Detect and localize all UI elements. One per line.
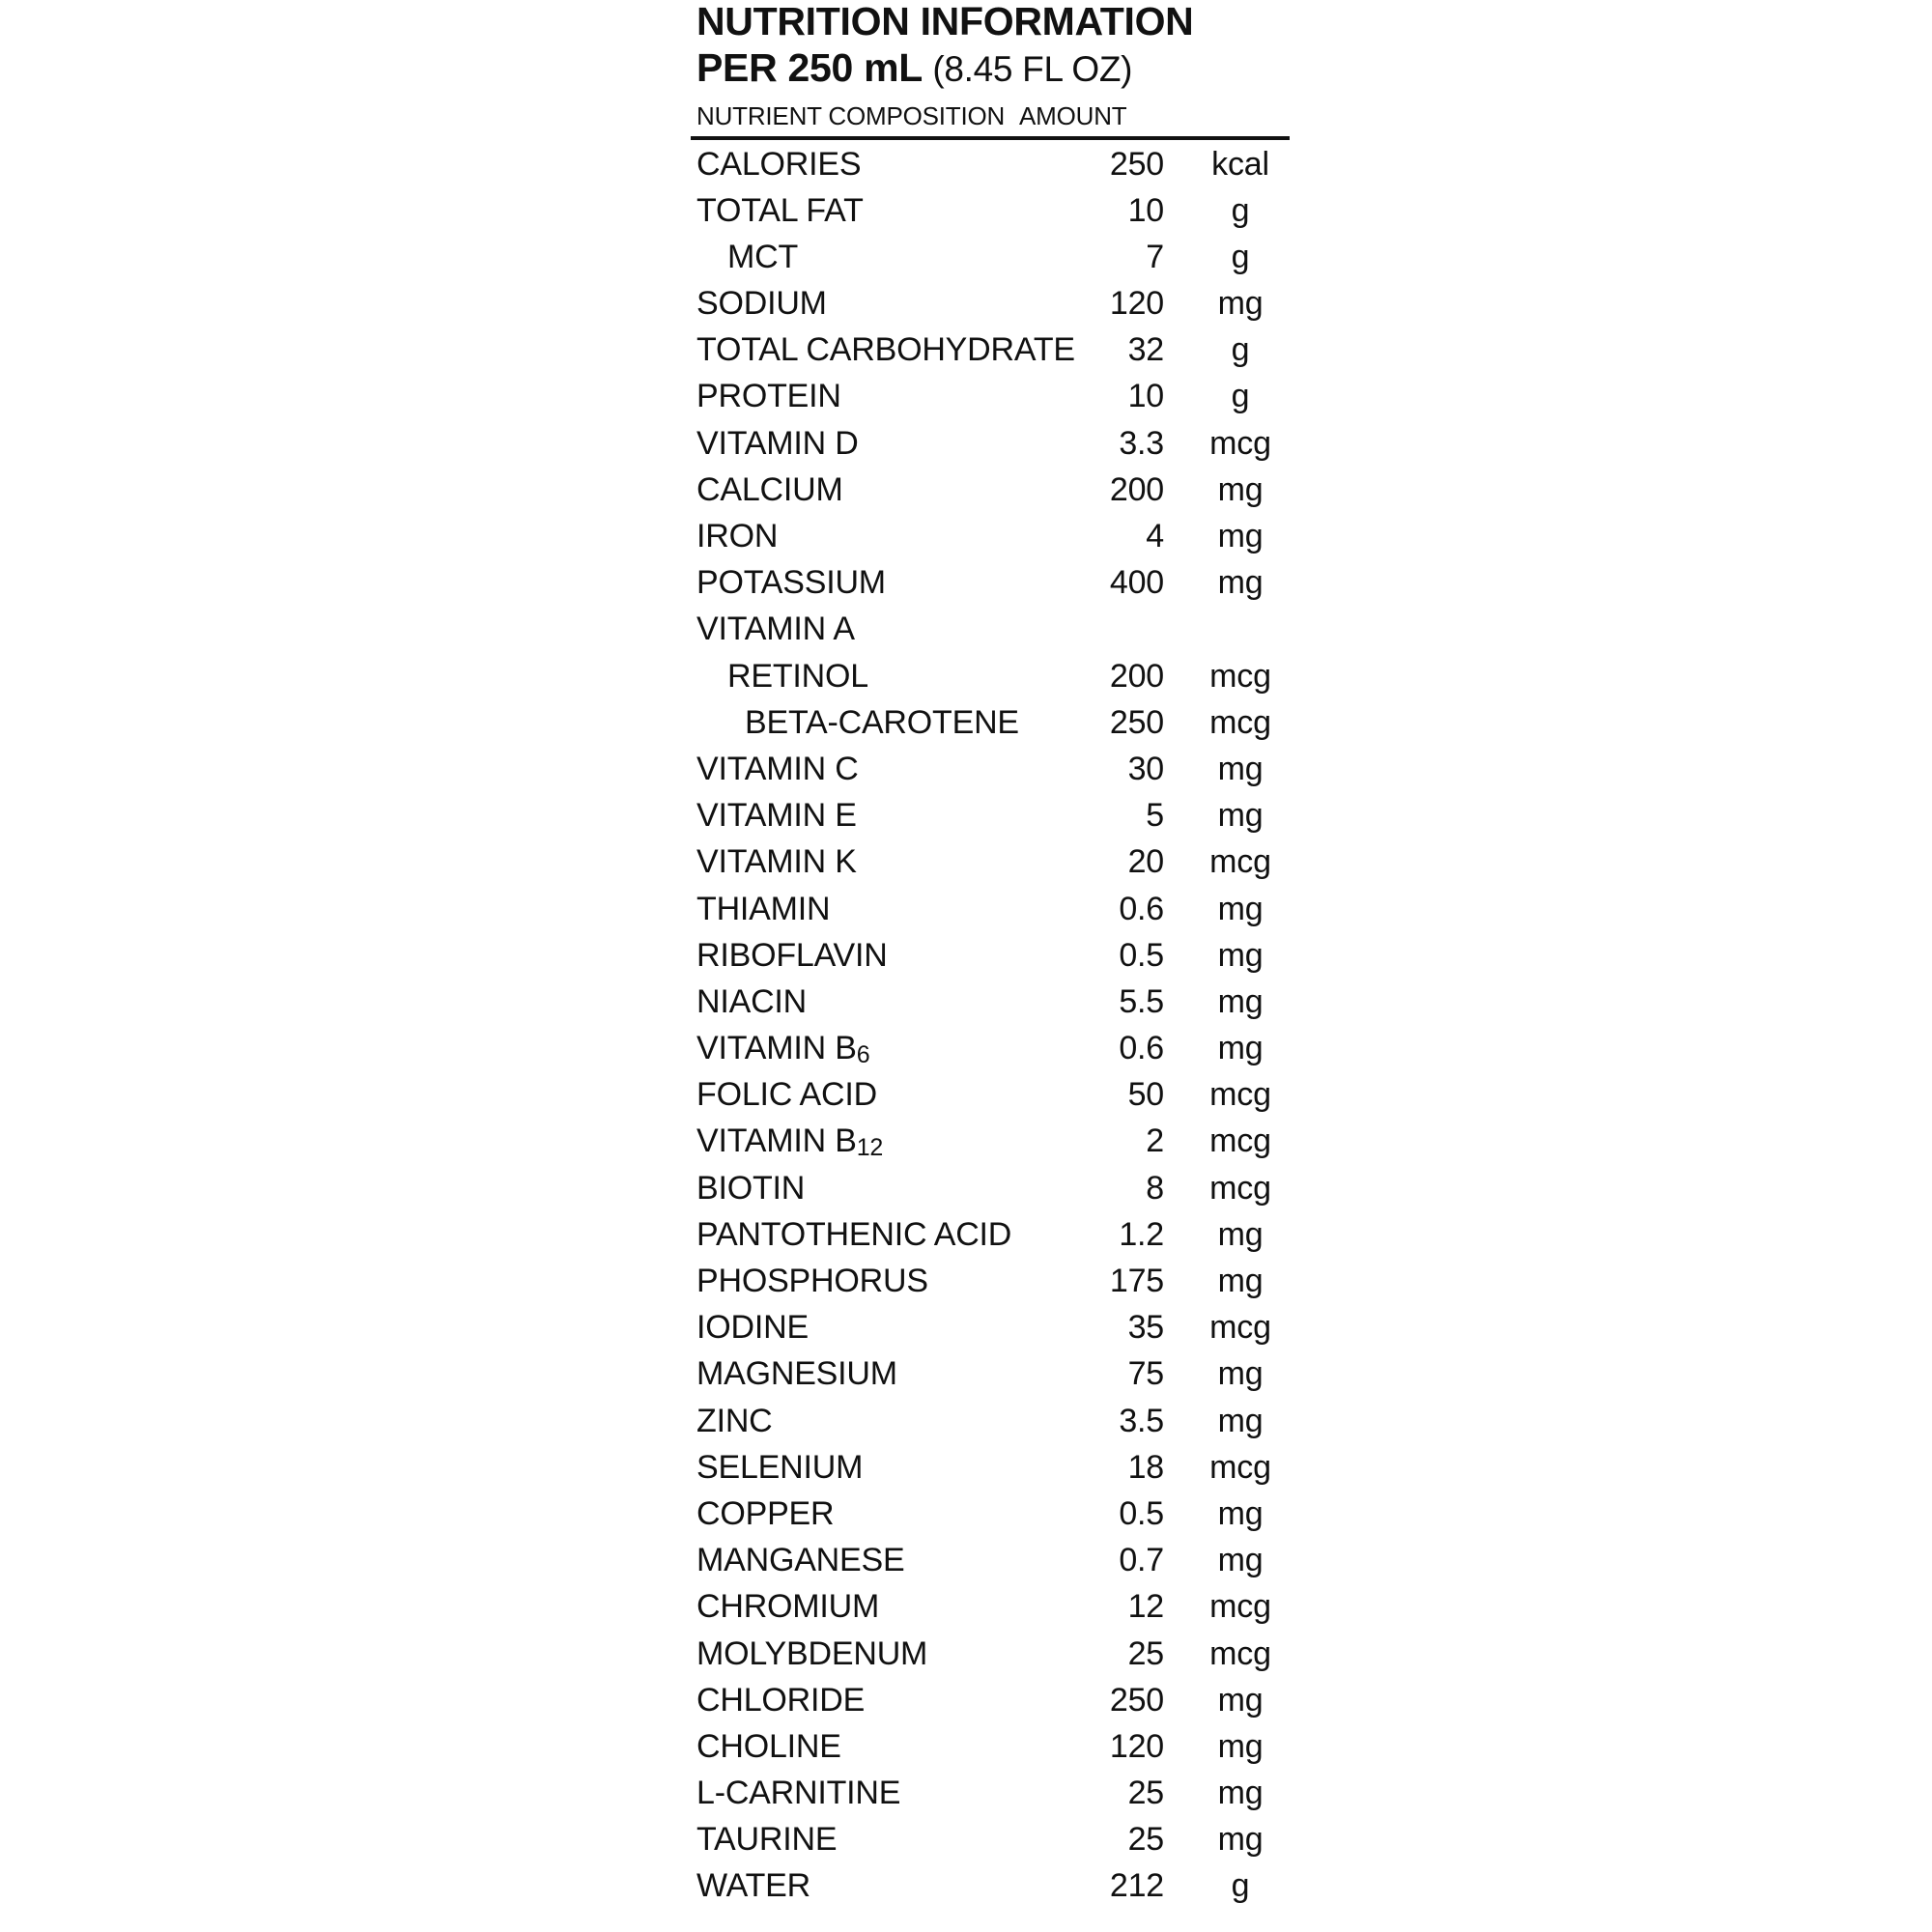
nutrient-name: VITAMIN B12 (696, 1122, 884, 1162)
nutrient-name: CHROMIUM (696, 1588, 880, 1626)
nutrient-amount: 3.3 (1119, 424, 1164, 462)
nutrient-row (691, 845, 1290, 892)
nutrient-name: MAGNESIUM (696, 1355, 897, 1393)
nutrient-unit: mg (1217, 1030, 1264, 1067)
nutrient-row (691, 1869, 1290, 1916)
nutrient-unit: mcg (1209, 1122, 1271, 1160)
nutrient-name: THIAMIN (696, 890, 831, 927)
nutrient-unit: mg (1217, 470, 1264, 508)
nutrient-amount: 32 (1127, 331, 1164, 369)
nutrient-row (691, 470, 1290, 520)
column-header-amount: AMOUNT (1019, 100, 1127, 130)
nutrient-name: VITAMIN D (696, 424, 859, 462)
nutrient-name: VITAMIN C (696, 750, 859, 787)
nutrient-name: NIACIN (696, 982, 808, 1020)
nutrient-row (691, 703, 1290, 753)
nutrient-row (691, 1776, 1290, 1823)
nutrient-name: MCT (727, 238, 799, 275)
nutrient-row (691, 145, 1290, 194)
nutrient-unit: g (1231, 191, 1250, 229)
header-divider (691, 136, 1290, 140)
nutrient-amount: 175 (1109, 1263, 1164, 1300)
nutrient-name: SODIUM (696, 285, 827, 323)
nutrient-row (691, 1032, 1290, 1078)
nutrient-name: CALCIUM (696, 470, 843, 508)
nutrient-amount: 20 (1127, 843, 1164, 881)
nutrient-name: TOTAL CARBOHYDRATE (696, 331, 1075, 369)
nutrient-unit: mg (1217, 797, 1264, 835)
nutrient-unit: mg (1217, 564, 1264, 602)
nutrient-unit: mg (1217, 1681, 1264, 1719)
nutrient-amount: 0.6 (1119, 890, 1164, 927)
nutrient-name: SELENIUM (696, 1448, 864, 1486)
nutrient-name: BETA-CAROTENE (745, 703, 1019, 741)
nutrient-amount: 75 (1127, 1355, 1164, 1393)
nutrient-row (691, 1634, 1290, 1684)
nutrient-name: TOTAL FAT (696, 191, 864, 229)
nutrient-name: CALORIES (696, 145, 862, 183)
nutrient-amount: 250 (1109, 1681, 1164, 1719)
nutrient-name: ZINC (696, 1402, 773, 1439)
nutrient-row (691, 1215, 1290, 1264)
nutrient-unit: mcg (1209, 843, 1271, 881)
nutrient-unit: g (1231, 238, 1250, 275)
nutrient-row (691, 380, 1290, 426)
nutrient-amount: 2 (1146, 1122, 1164, 1160)
nutrient-row (691, 1727, 1290, 1776)
nutrient-amount: 25 (1127, 1821, 1164, 1859)
nutrient-unit: mg (1217, 1821, 1264, 1859)
nutrient-row (691, 612, 1290, 659)
nutrient-row (691, 333, 1290, 380)
nutrient-name: MOLYBDENUM (696, 1634, 928, 1672)
nutrient-unit: kcal (1211, 145, 1269, 183)
nutrient-table (691, 145, 1290, 1917)
nutrient-row (691, 750, 1290, 799)
nutrient-amount: 4 (1146, 518, 1164, 555)
nutrient-name: COPPER (696, 1494, 835, 1532)
nutrient-amount: 10 (1127, 191, 1164, 229)
nutrient-row (691, 424, 1290, 473)
nutrient-name-subscript: 6 (856, 1041, 870, 1069)
nutrient-unit: mg (1217, 285, 1264, 323)
nutrient-name: PANTOTHENIC ACID (696, 1215, 1012, 1253)
table-column-headers (691, 101, 1290, 134)
nutrient-unit: mg (1217, 1402, 1264, 1439)
nutrient-row (691, 1264, 1290, 1311)
nutrient-amount: 250 (1109, 703, 1164, 741)
nutrient-unit: mcg (1209, 424, 1271, 462)
nutrient-unit: mcg (1209, 1448, 1271, 1486)
nutrient-unit: mcg (1209, 1169, 1271, 1207)
nutrient-name: VITAMIN E (696, 797, 857, 835)
nutrient-unit: mg (1217, 1542, 1264, 1579)
nutrient-amount: 25 (1127, 1775, 1164, 1812)
nutrient-row (691, 238, 1290, 287)
nutrient-amount: 0.5 (1119, 1494, 1164, 1532)
nutrient-unit: mg (1217, 1775, 1264, 1812)
nutrient-row (691, 287, 1290, 333)
nutrient-unit: mcg (1209, 1309, 1271, 1347)
nutrient-unit: mg (1217, 1355, 1264, 1393)
serving-size-line (696, 46, 1290, 89)
nutrient-unit: mg (1217, 982, 1264, 1020)
nutrient-name: MANGANESE (696, 1542, 905, 1579)
nutrient-row (691, 799, 1290, 845)
nutrient-amount: 0.6 (1119, 1030, 1164, 1067)
nutrient-row (691, 657, 1290, 706)
nutrient-row (691, 1494, 1290, 1544)
nutrient-row (691, 1448, 1290, 1497)
nutrient-row (691, 1402, 1290, 1451)
nutrient-amount: 120 (1109, 285, 1164, 323)
nutrient-amount: 5.5 (1119, 982, 1164, 1020)
nutrient-name: PHOSPHORUS (696, 1263, 928, 1300)
nutrient-unit: mcg (1209, 1076, 1271, 1114)
nutrient-unit: mcg (1209, 703, 1271, 741)
nutrient-name: VITAMIN B6 (696, 1030, 870, 1069)
nutrient-amount: 35 (1127, 1309, 1164, 1347)
nutrient-unit: g (1231, 1867, 1250, 1905)
nutrient-name: WATER (696, 1867, 810, 1905)
nutrient-name: VITAMIN A (696, 611, 855, 648)
nutrient-name: FOLIC ACID (696, 1076, 877, 1114)
panel-title: NUTRITION INFORMATION (696, 0, 1194, 43)
nutrient-unit: mcg (1209, 657, 1271, 695)
nutrient-row (691, 1357, 1290, 1404)
nutrient-unit: mg (1217, 1215, 1264, 1253)
nutrient-name: IODINE (696, 1309, 809, 1347)
nutrient-amount: 120 (1109, 1727, 1164, 1765)
nutrient-row (691, 1544, 1290, 1590)
nutrient-row (691, 936, 1290, 985)
nutrient-unit: mg (1217, 750, 1264, 787)
nutrient-name: TAURINE (696, 1821, 838, 1859)
nutrient-unit: g (1231, 331, 1250, 369)
nutrient-unit: mg (1217, 518, 1264, 555)
nutrient-amount: 0.5 (1119, 936, 1164, 974)
nutrient-amount: 25 (1127, 1634, 1164, 1672)
nutrient-amount: 8 (1146, 1169, 1164, 1207)
nutrient-amount: 50 (1127, 1076, 1164, 1114)
nutrient-row (691, 520, 1290, 566)
nutrient-amount: 212 (1109, 1867, 1164, 1905)
nutrient-amount: 7 (1146, 238, 1164, 275)
nutrient-row (691, 1681, 1290, 1730)
nutrient-row (691, 1823, 1290, 1869)
nutrient-amount: 200 (1109, 657, 1164, 695)
nutrient-unit: mcg (1209, 1634, 1271, 1672)
nutrient-unit: mg (1217, 936, 1264, 974)
nutrient-amount: 200 (1109, 470, 1164, 508)
nutrient-name: IRON (696, 518, 779, 555)
nutrient-unit: mg (1217, 890, 1264, 927)
nutrient-amount: 12 (1127, 1588, 1164, 1626)
nutrient-amount: 250 (1109, 145, 1164, 183)
nutrient-amount: 1.2 (1119, 1215, 1164, 1253)
nutrient-name: POTASSIUM (696, 564, 886, 602)
nutrition-information-panel (691, 0, 1290, 1917)
nutrient-row (691, 1078, 1290, 1124)
nutrient-name-subscript: 12 (856, 1134, 884, 1162)
nutrient-row (691, 982, 1290, 1032)
nutrient-unit: mg (1217, 1727, 1264, 1765)
nutrient-amount: 5 (1146, 797, 1164, 835)
nutrient-amount: 0.7 (1119, 1542, 1164, 1579)
serving-size-fluid-ounces: (8.45 FL OZ) (932, 49, 1133, 90)
nutrient-amount: 400 (1109, 564, 1164, 602)
column-header-nutrient: NUTRIENT COMPOSITION (696, 100, 1006, 130)
nutrient-name: RETINOL (727, 657, 868, 695)
nutrient-name: CHOLINE (696, 1727, 841, 1765)
nutrient-name: PROTEIN (696, 378, 841, 415)
panel-header (691, 0, 1290, 90)
nutrient-name: RIBOFLAVIN (696, 936, 888, 974)
nutrient-unit: mg (1217, 1263, 1264, 1300)
nutrient-row (691, 890, 1290, 939)
nutrient-row (691, 1590, 1290, 1636)
nutrient-row (691, 1124, 1290, 1171)
nutrient-row (691, 1311, 1290, 1357)
nutrient-unit: g (1231, 378, 1250, 415)
nutrient-name: BIOTIN (696, 1169, 806, 1207)
nutrient-row (691, 191, 1290, 241)
nutrient-name: VITAMIN K (696, 843, 857, 881)
nutrient-amount: 10 (1127, 378, 1164, 415)
nutrient-amount: 18 (1127, 1448, 1164, 1486)
nutrient-name: L-CARNITINE (696, 1775, 901, 1812)
nutrient-unit: mcg (1209, 1588, 1271, 1626)
nutrient-amount: 3.5 (1119, 1402, 1164, 1439)
nutrient-row (691, 566, 1290, 612)
nutrient-unit: mg (1217, 1494, 1264, 1532)
serving-size-main: PER 250 mL (696, 45, 923, 91)
nutrient-amount: 30 (1127, 750, 1164, 787)
nutrient-name: CHLORIDE (696, 1681, 866, 1719)
nutrient-row (691, 1169, 1290, 1218)
